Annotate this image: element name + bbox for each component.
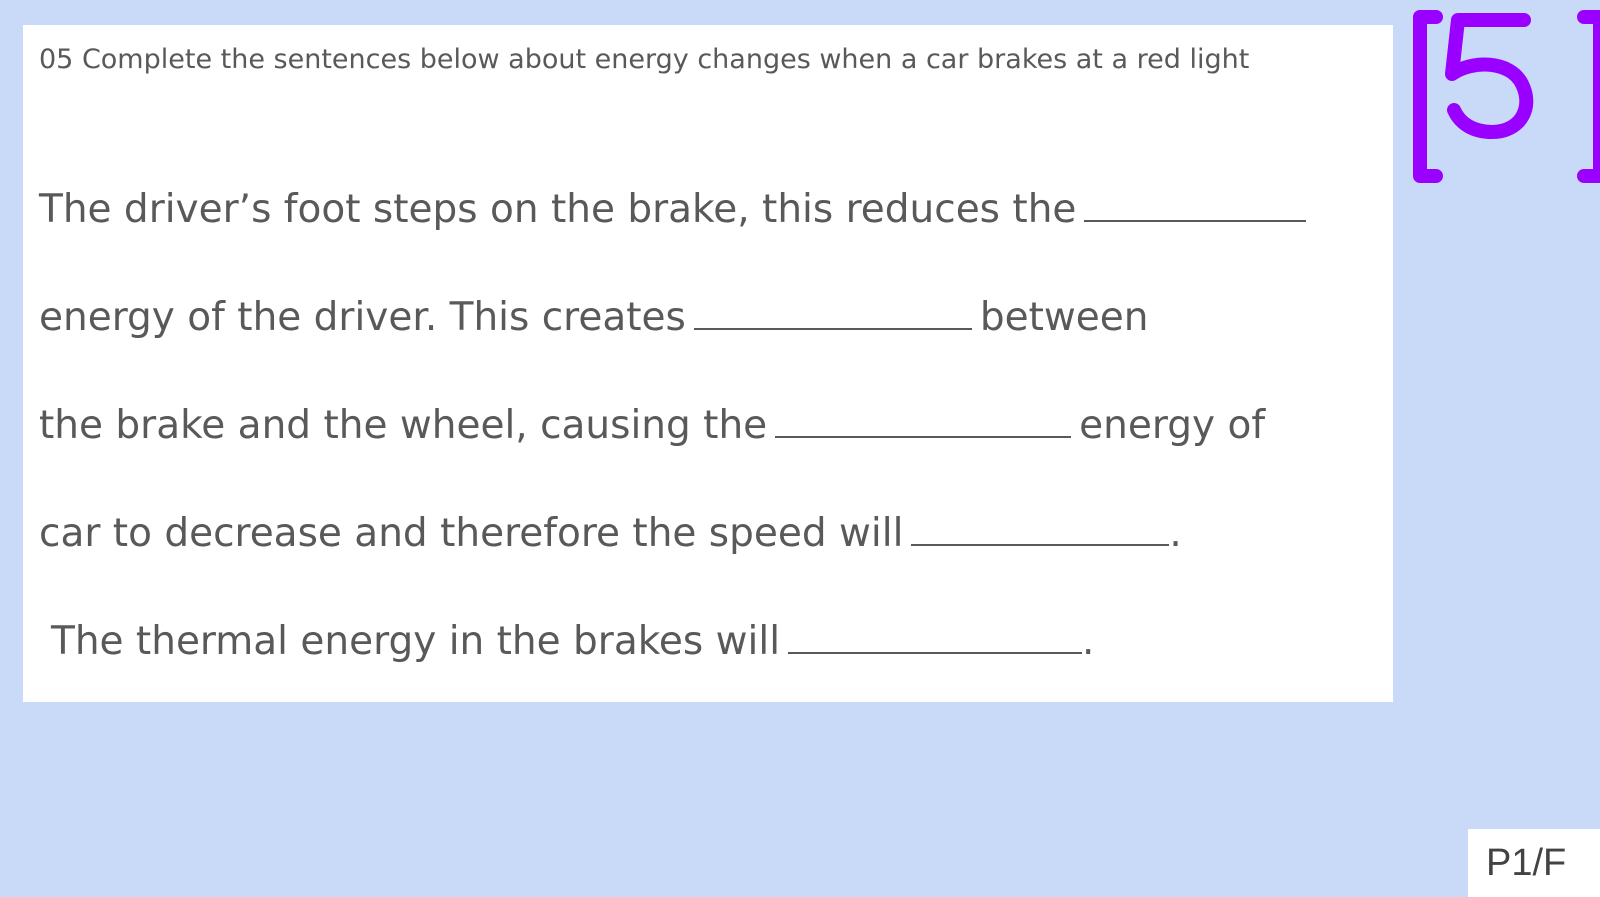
sentence-line-4: [39, 509, 1182, 559]
sentence-text: .: [1082, 619, 1095, 664]
sentence-line-3: [39, 401, 1265, 451]
sentence-text: The driver’s foot steps on the brake, this reduces the: [39, 187, 1077, 232]
answer-blank-4[interactable]: [911, 543, 1169, 546]
sentence-text: The thermal energy in the brakes will: [51, 619, 781, 664]
sentence-text: between: [979, 295, 1149, 340]
sentence-text: .: [1169, 511, 1182, 556]
sentence-text: car to decrease and therefore the speed will: [39, 511, 904, 556]
answer-blank-1[interactable]: [1084, 219, 1306, 222]
page-label: P1/F: [1468, 829, 1600, 897]
sentence-line-1: [39, 185, 1314, 235]
answer-blank-3[interactable]: [775, 435, 1071, 438]
close-bracket-mark: [1584, 17, 1600, 176]
open-bracket-mark: [1420, 17, 1436, 176]
worksheet-card: [23, 25, 1393, 702]
marks-indicator: [1410, 0, 1600, 190]
sentence-text: energy of the driver. This creates: [39, 295, 686, 340]
answer-blank-2[interactable]: [694, 327, 972, 330]
sentence-line-5: [51, 617, 1094, 667]
sentence-text: energy of: [1079, 403, 1266, 448]
digit-five-mark: [1452, 20, 1526, 132]
sentence-line-2: [39, 293, 1149, 343]
sentence-text: the brake and the wheel, causing the: [39, 403, 768, 448]
answer-blank-5[interactable]: [788, 651, 1082, 654]
question-prompt: 05 Complete the sentences below about energy changes when a car brakes at a red light: [39, 44, 1250, 75]
